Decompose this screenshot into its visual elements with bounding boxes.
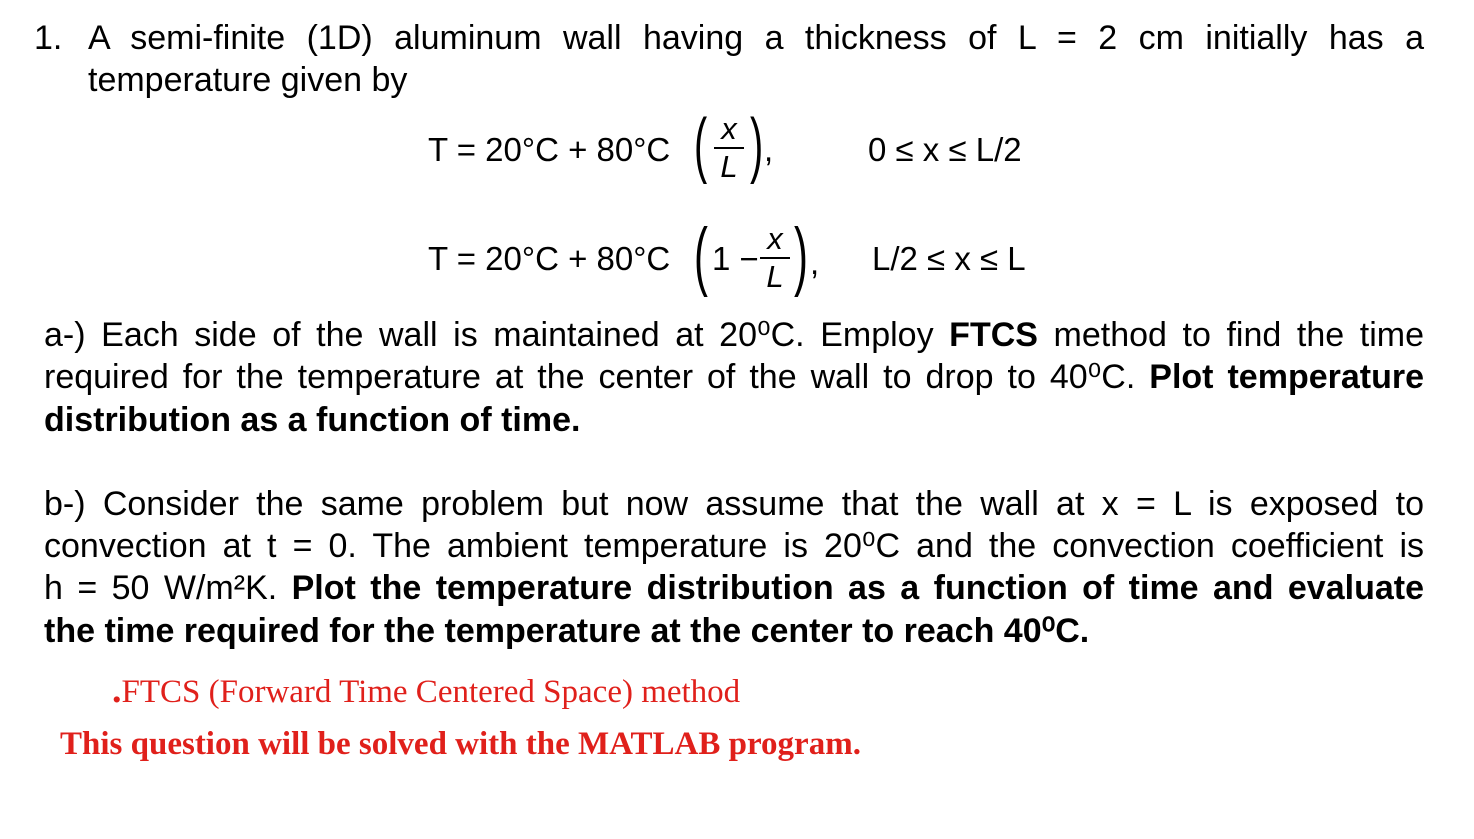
matlab-note: This question will be solved with the MATLAB program. [60, 726, 861, 762]
part-b-line-1: b-) Consider the same problem but now assume that the wall at x = L is exposed to [44, 485, 1424, 523]
eq2-left-paren: ( [694, 213, 708, 298]
part-b-line-4: the time required for the temperature at the center to reach 40⁰C. [44, 612, 1090, 650]
ftcs-note: .FTCS (Forward Time Centered Space) method [112, 669, 741, 711]
eq1-right-paren: ) [750, 105, 764, 185]
eq2-right-paren: ) [794, 213, 808, 298]
eq2-comma: , [810, 244, 820, 281]
eq2-lhs: T = 20°C + 80°C [428, 240, 671, 277]
part-b-line-2: convection at t = 0. The ambient temperature is 20⁰C and the convection coefficient is [44, 527, 1424, 565]
problem-number: 1. [34, 19, 63, 57]
eq1-comma: , [764, 131, 774, 168]
part-a-line-3: distribution as a function of time. [44, 401, 581, 439]
eq1-domain: 0 ≤ x ≤ L/2 [868, 131, 1022, 168]
eq2-one-minus: 1 − [712, 240, 759, 277]
intro-line-2: temperature given by [88, 61, 408, 99]
eq2-fraction: x L [760, 223, 790, 293]
eq1-left-paren: ( [694, 105, 708, 185]
eq2-domain: L/2 ≤ x ≤ L [872, 240, 1026, 277]
intro-line-1: A semi-finite (1D) aluminum wall having a thickness of L = 2 cm initially has a [88, 19, 1424, 57]
part-a-line-2: required for the temperature at the center of the wall to drop to 40⁰C. Plot temperature [44, 358, 1424, 396]
part-a-line-1: a-) Each side of the wall is maintained at 20⁰C. Employ FTCS method to find the time [44, 316, 1424, 354]
part-b-line-3: h = 50 W/m²K. Plot the temperature distribution as a function of time and evaluate [44, 569, 1424, 607]
ftcs-note-bullet: . [112, 669, 122, 711]
eq1-fraction: x L [714, 113, 744, 183]
eq1-lhs: T = 20°C + 80°C [428, 131, 671, 168]
